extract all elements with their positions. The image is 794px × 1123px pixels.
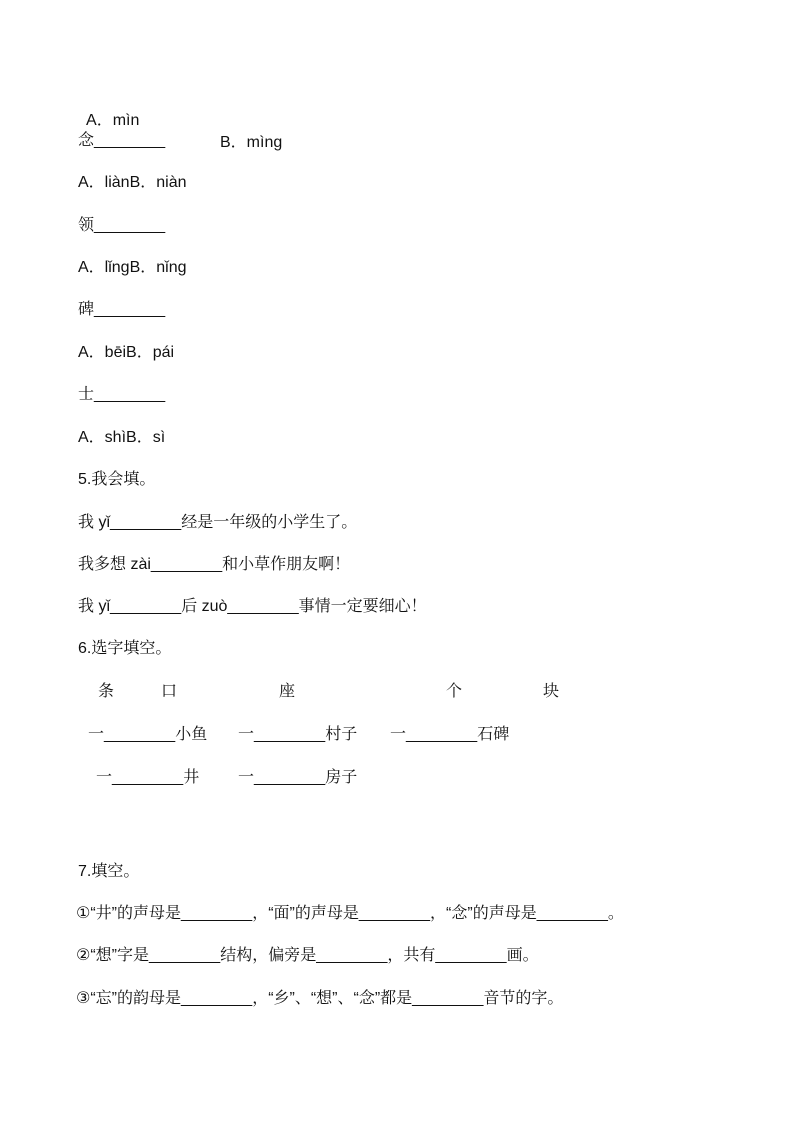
q5-line-3: 我 yǐ________后 zuò________事情一定要细心！ (78, 598, 427, 615)
option-a: A．mìn (86, 112, 140, 129)
q4-item5-options: A．shìB．sì (78, 429, 166, 446)
q5-line-2: 我多想 zài________和小草作朋友啊！ (78, 556, 351, 573)
choice-char: 块 (543, 683, 560, 700)
choice-char: 口 (161, 683, 178, 700)
choice-char: 座 (279, 683, 296, 700)
q7-line-2: ②“想”字是________结构，偏旁是________，共有________画。 (76, 947, 539, 964)
q6-blank-item: 一________石碑 (390, 726, 510, 743)
q5-line-1: 我 yǐ________经是一年级的小学生了。 (78, 514, 358, 531)
choice-char: 个 (446, 683, 463, 700)
q4-item5-char: 士________ (78, 386, 166, 403)
q4-item4-options: A．bēiB．pái (78, 344, 175, 361)
q7-title: 7.填空。 (78, 863, 140, 880)
q4-item2-options: A．liànB．niàn (78, 174, 187, 191)
q6-blank-item: 一________房子 (238, 769, 358, 786)
q4-item3-char: 领________ (78, 217, 166, 234)
q6-blank-item: 一________小鱼 (88, 726, 208, 743)
q6-blank-item: 一________井 (96, 769, 200, 786)
option-b: B．mìng (220, 134, 283, 151)
q4-item3-options: A．lǐngB．nǐng (78, 259, 187, 276)
q7-line-1: ①“井”的声母是________，“面”的声母是________，“念”的声母是________。 (76, 905, 624, 922)
q6-blank-item: 一________村子 (238, 726, 358, 743)
q6-title: 6.选字填空。 (78, 640, 172, 657)
q4-item4-char: 碑________ (78, 301, 166, 318)
q4-item2-char: 念________ (78, 132, 166, 149)
q7-line-3: ③“忘”的韵母是________，“乡”、“想”、“念”都是________音节的字。 (76, 990, 564, 1007)
q5-title: 5.我会填。 (78, 471, 156, 488)
choice-char: 条 (98, 683, 115, 700)
